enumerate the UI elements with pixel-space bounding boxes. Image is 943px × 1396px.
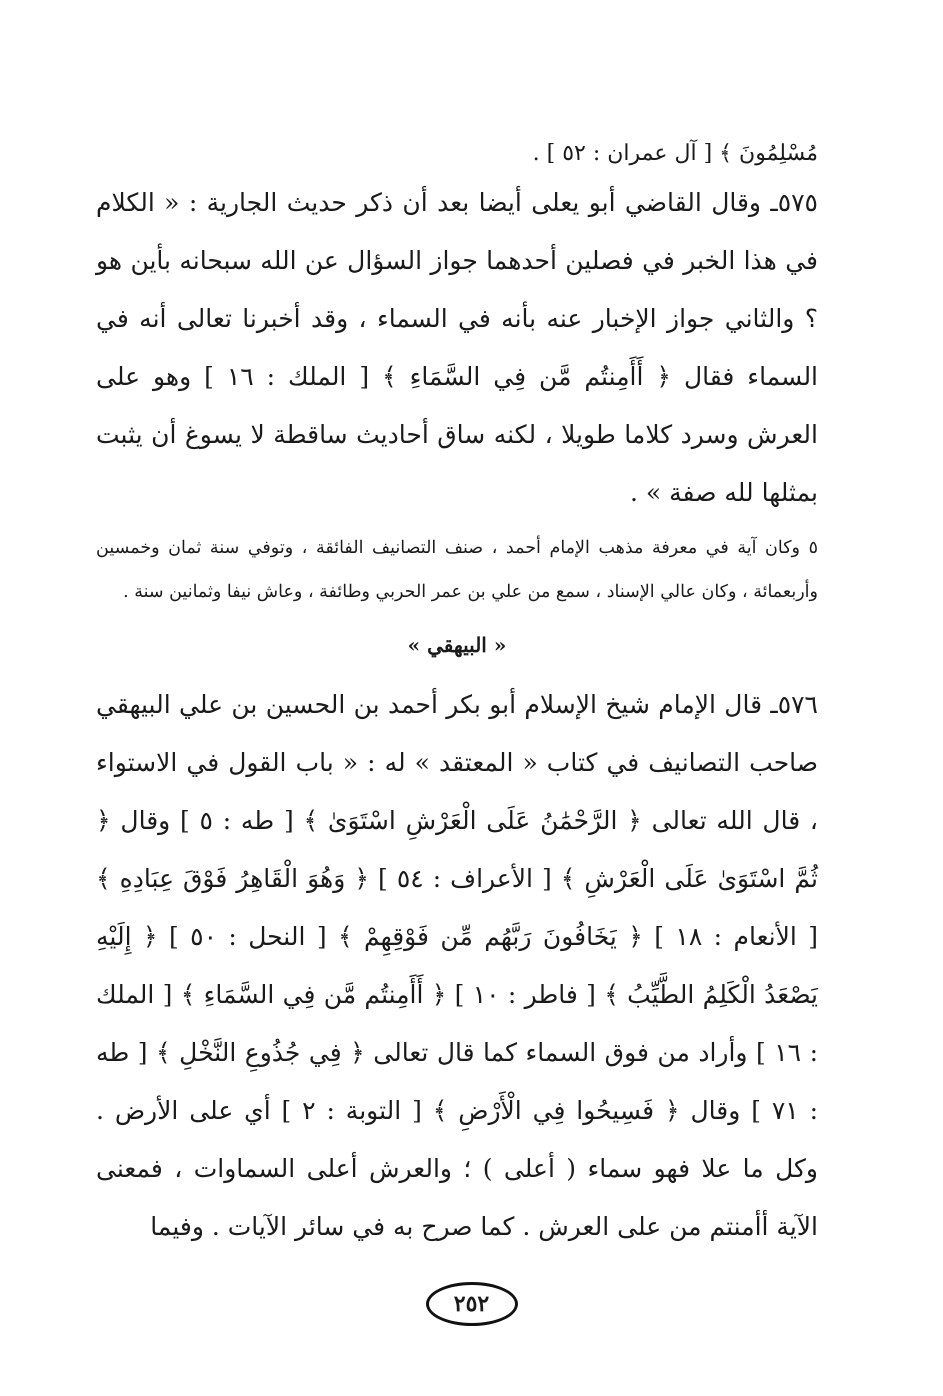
- biography-note: ٥ وكان آية في معرفة مذهب الإمام أحمد ، صنف التصانيف الفائقة ، وتوفي سنة ثمان وخمسين وأربعمائة ، وكان عالي الإسناد ، سمع من علي بن عمر الحربي وطائفة ، وعاش نيفا وثمانين سنة .: [96, 538, 818, 602]
- page-content: [96, 120, 818, 1256]
- paragraph-575: ٥٧٥ـ وقال القاضي أبو يعلى أيضا بعد أن ذكر حديث الجارية : « الكلام في هذا الخبر في فصلين أحدهما جواز السؤال عن الله سبحانه بأين هو ؟ والثاني جواز الإخبار عنه بأنه في السماء ، وقد أخبرنا تعالى أنه في السماء فقال ﴿ أَأَمِنتُم مَّن فِي السَّمَاءِ ﴾ [ الملك : ١٦ ] وهو على العرش وسرد كلاما طويلا ، لكنه ساق أحاديث ساقطة لا يسوغ أن يثبت بمثلها لله صفة » .: [96, 188, 819, 507]
- section-heading: « البيهقي »: [407, 633, 507, 657]
- page-number: ٢٥٢: [426, 1282, 518, 1326]
- page-number-area: [0, 1282, 943, 1326]
- continuation-line: مُسْلِمُونَ ﴾ [ آل عمران : ٥٢ ] .: [532, 141, 818, 166]
- paragraph-576: ٥٧٦ـ قال الإمام شيخ الإسلام أبو بكر أحمد بن الحسين بن علي البيهقي صاحب التصانيف في كتاب « المعتقد » له : « باب القول في الاستواء ، قال الله تعالى ﴿ الرَّحْمَٰنُ عَلَى الْعَرْشِ اسْتَوَىٰ ﴾ [ طه : ٥ ] وقال ﴿ ثُمَّ اسْتَوَىٰ عَلَى الْعَرْشِ ﴾ [ الأعراف : ٥٤ ] ﴿ وَهُوَ الْقَاهِرُ فَوْقَ عِبَادِهِ ﴾ [ الأنعام : ١٨ ] ﴿ يَخَافُونَ رَبَّهُم مِّن فَوْقِهِمْ ﴾ [ النحل : ٥٠ ] ﴿ إِلَيْهِ يَصْعَدُ الْكَلِمُ الطَّيِّبُ ﴾ [ فاطر : ١٠ ] ﴿ أَأَمِنتُم مَّن فِي السَّمَاءِ ﴾ [ الملك : ١٦ ] وأراد من فوق السماء كما قال تعالى ﴿ فِي جُذُوعِ النَّخْلِ ﴾ [ طه : ٧١ ] وقال ﴿ فَسِيحُوا فِي الْأَرْضِ ﴾ [ التوبة : ٢ ] أي على الأرض . وكل ما علا فهو سماء ( أعلى ) ؛ والعرش أعلى السماوات ، فمعنى الآية أأمنتم من على العرش . كما صرح به في سائر الآيات . وفيما: [96, 690, 819, 1241]
